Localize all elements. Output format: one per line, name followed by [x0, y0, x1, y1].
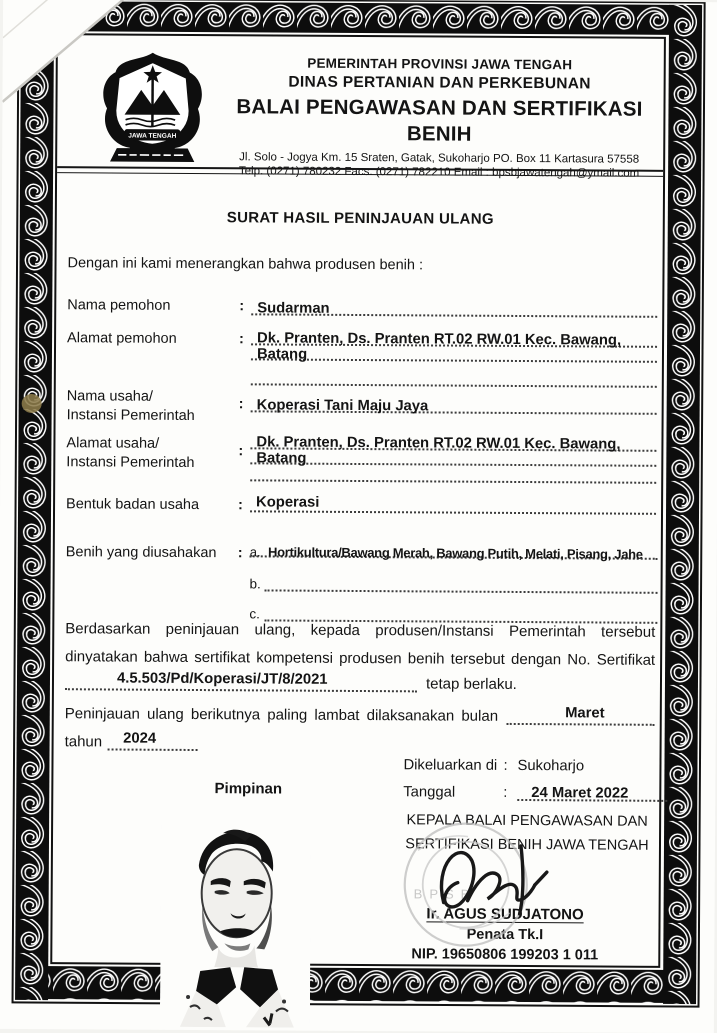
field-value-bentuk-badan: Koperasi [250, 494, 319, 510]
field-label-benih: Benih yang diusahakan [66, 544, 217, 561]
signer-name: Ir. AGUS SUDJATONO [398, 905, 613, 923]
closing-line-3-suffix: tetap berlaku. [426, 675, 517, 693]
dotted-line [250, 467, 656, 483]
dotted-line [264, 603, 658, 623]
field-label-nama-usaha-1: Nama usaha/ [67, 388, 153, 405]
dotted-line [507, 701, 655, 726]
colon: : [239, 298, 244, 314]
field-value-alamat-usaha-2: Batang [250, 450, 306, 466]
stamp-and-signature [389, 818, 576, 953]
dotted-line [265, 573, 658, 593]
document-title: SURAT HASIL PENINJAUAN ULANG [56, 208, 665, 229]
field-label-bentuk-badan: Bentuk badan usaha [66, 496, 199, 513]
date-label: Tanggal [403, 784, 503, 805]
colon: : [238, 545, 243, 561]
benih-item-a-prefix: a. [250, 544, 261, 559]
signature-scribble [441, 846, 547, 915]
kepala-line-2: SERTIFIKASI BENIH JAWA TENGAH [391, 836, 663, 854]
benih-item-a-value: Hortikultura/Bawang Merah, Bawang Putih, Melati, Pisang, Jahe [265, 544, 643, 561]
office-name: BALAI PENGAWASAN DAN SERTIFIKASI BENIH [214, 94, 664, 148]
emblem-banner-text: JAWA TENGAH [128, 133, 176, 140]
stamp-text: BPSB [414, 886, 477, 901]
closing-line-2: dinyatakan bahwa sertifikat kompetensi produsen benih tersebut dengan No. Sertifikat [65, 648, 655, 669]
colon: : [238, 443, 243, 459]
pimpinan-label: Pimpinan [193, 780, 303, 798]
field-label-alamat-pemohon: Alamat pemohon [67, 330, 177, 347]
field-value-nama-usaha: Koperasi Tani Maju Jaya [251, 397, 429, 414]
closing-line-4: Peninjauan ulang berikutnya paling lambat dilaksanakan bulan [65, 705, 498, 725]
review-year: 2024 [123, 731, 156, 747]
colon: : [503, 758, 517, 774]
colon: : [239, 396, 244, 412]
colon: : [238, 497, 243, 513]
hole-sticker [22, 394, 42, 413]
issued-at-label: Dikeluarkan di [403, 757, 503, 774]
field-value-alamat-pemohon-1: Dk. Pranten, Ds. Pranten RT.02 RW.01 Kec. Bawang, [251, 330, 621, 348]
date-value: 24 Maret 2022 [517, 785, 628, 802]
field-label-alamat-usaha-2: Instansi Pemerintah [66, 454, 194, 471]
intro-line: Dengan ini kami menerangkan bahwa produsen benih : [67, 255, 423, 273]
issued-at-value: Sukoharjo [517, 758, 584, 774]
field-label-nama-usaha-2: Instansi Pemerintah [67, 407, 195, 424]
field-label-nama-pemohon: Nama pemohon [67, 297, 170, 314]
certificate-number: 4.5.503/Pd/Koperasi/JT/8/2021 [117, 671, 328, 688]
letterhead [214, 55, 665, 181]
field-value-alamat-usaha-1: Dk. Pranten, Ds. Pranten RT.02 RW.01 Kec. Bawang, [250, 434, 620, 452]
closing-line-1: Berdasarkan peninjauan ulang, kepada produsen/Instansi Pemerintah tersebut [65, 620, 655, 641]
field-label-alamat-usaha-1: Alamat usaha/ [66, 435, 159, 452]
benih-item-c-prefix: c. [249, 606, 260, 621]
field-value-alamat-pemohon-2: Batang [251, 346, 307, 362]
kepala-line-1: KEPALA BALAI PENGAWASAN DAN [391, 812, 663, 830]
dotted-line [107, 726, 197, 751]
folded-corner [2, 0, 173, 129]
field-value-nama-pemohon: Sudarman [251, 300, 329, 316]
colon: : [239, 331, 244, 347]
signer-rank: Penata Tk.I [397, 926, 612, 943]
colon: : [503, 785, 517, 805]
closing-line-5: tahun [65, 733, 103, 750]
benih-item-b-prefix: b. [250, 576, 261, 591]
dotted-line [65, 666, 417, 692]
office-address: Jl. Solo - Jogya Km. 15 Sraten, Gatak, Sukoharjo PO. Box 11 Kartasura 57558 [214, 150, 664, 167]
government-line-1: PEMERINTAH PROVINSI JAWA TENGAH [215, 55, 665, 75]
government-line-2: DINAS PERTANIAN DAN PERKEBUNAN [215, 72, 665, 94]
review-month: Maret [565, 705, 605, 721]
signer-nip: NIP. 19650806 199203 1 011 [392, 946, 617, 963]
office-contact: Telp. (0271) 780232 Facs. (0271) 782210 Email : bpsbjawatengah@ymail.com [214, 164, 664, 181]
applicant-photo [160, 821, 311, 1028]
